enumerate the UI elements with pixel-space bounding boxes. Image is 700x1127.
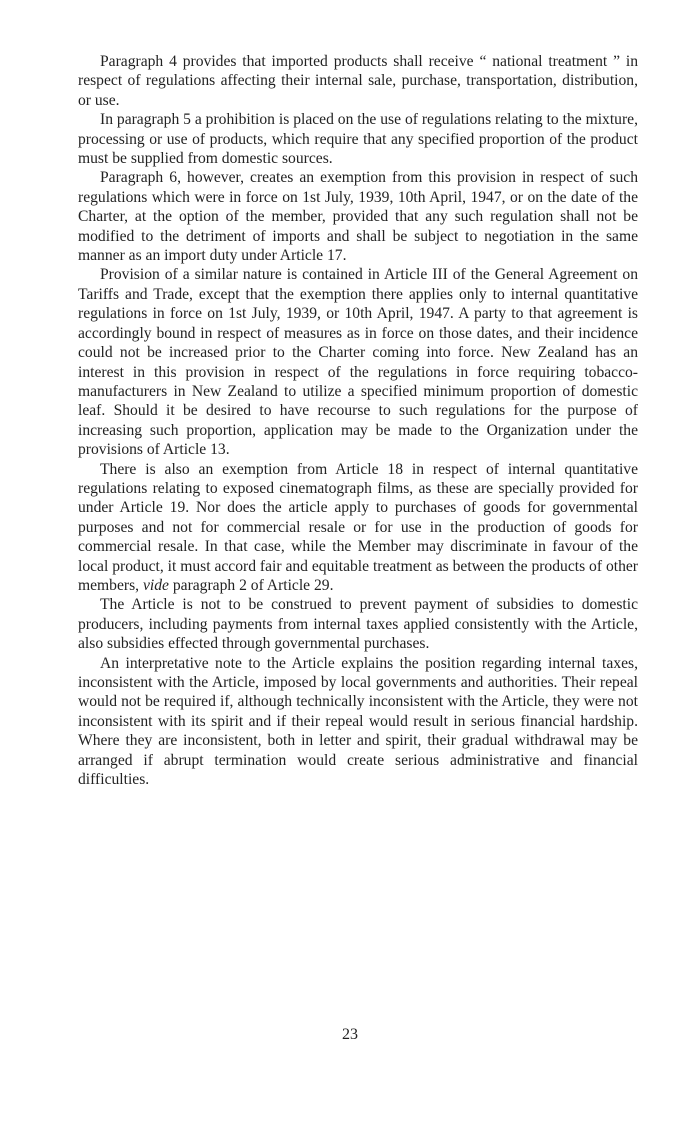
paragraph-national-treatment: Paragraph 4 provides that imported products shall receive “ national treatment ” in respect of regulations affecting their internal sale, purchase, transportation, distribution, or use. <box>78 53 638 109</box>
page-number: 23 <box>342 1026 358 1043</box>
paragraph-text: paragraph 2 of Article 29. <box>168 576 334 594</box>
paragraph-general-agreement: Provision of a similar nature is contained in Article III of the General Agreement on Tariffs and Trade, except that the exemption there applies only to internal quantitative regulations in force on 1st July, 1939, or 10th April, 1947. A party to that agreement is accordingly bound in respect of measures as in force on those dates, and their incidence could not be increased prior to the Charter coming into force. New Zealand has an interest in this provision in respect of the regulations in force requiring tobacco-manufacturers in New Zealand to utilize a specified minimum proportion of domestic leaf. Should it be desired to have recourse to such regulations for the purpose of increasing such proportion, application may be made to the Organization under the provisions of Article 13. <box>78 266 638 459</box>
paragraph-exemption: Paragraph 6, however, creates an exemption from this provision in respect of such regulations which were in force on 1st July, 1939, 10th April, 1947, or on the date of the Charter, at the option of the member, provided that any such regulation shall not be modified to the detriment of imports and shall be subject to negotiation in the same manner as an import duty under Article 17. <box>78 169 638 265</box>
italic-term: vide <box>142 576 169 594</box>
paragraph-subsidies: The Article is not to be construed to prevent payment of subsidies to domestic producers, including payments from internal taxes applied consistently with the Article, also subsidies effected through governmental purchases. <box>78 596 638 653</box>
paragraph-interpretative-note: An interpretative note to the Article explains the position regarding internal taxes, inconsistent with the Article, imposed by local governments and authorities. Their repeal would not be required if, although technically inconsistent with the Article, they were not inconsistent with its spirit and if their repeal would result in serious financial hardship. Where they are inconsistent, both in letter and spirit, their gradual withdrawal may be arranged if abrupt termination would create serious administrative and financial difficulties. <box>78 654 638 789</box>
paragraph-cinematograph-films <box>78 460 638 596</box>
paragraph-mixture-regulations: In paragraph 5 a prohibition is placed on the use of regulations relating to the mixture, processing or use of products, which require that any specified proportion of the product must be supplied from domestic sources. <box>78 111 638 168</box>
paragraph-text: There is also an exemption from Article 18 in respect of internal quantitative regulations relating to exposed cinematograph films, as these are specially provided for under Article 19. Nor does the article apply to purchases of goods for governmental purposes and not for commercial resale or for use in the production of goods for commercial resale. In that case, while the Member may discriminate in favour of the local product, it must accord fair and equitable treatment as between the products of other members, <box>78 460 638 594</box>
document-body <box>78 52 638 789</box>
